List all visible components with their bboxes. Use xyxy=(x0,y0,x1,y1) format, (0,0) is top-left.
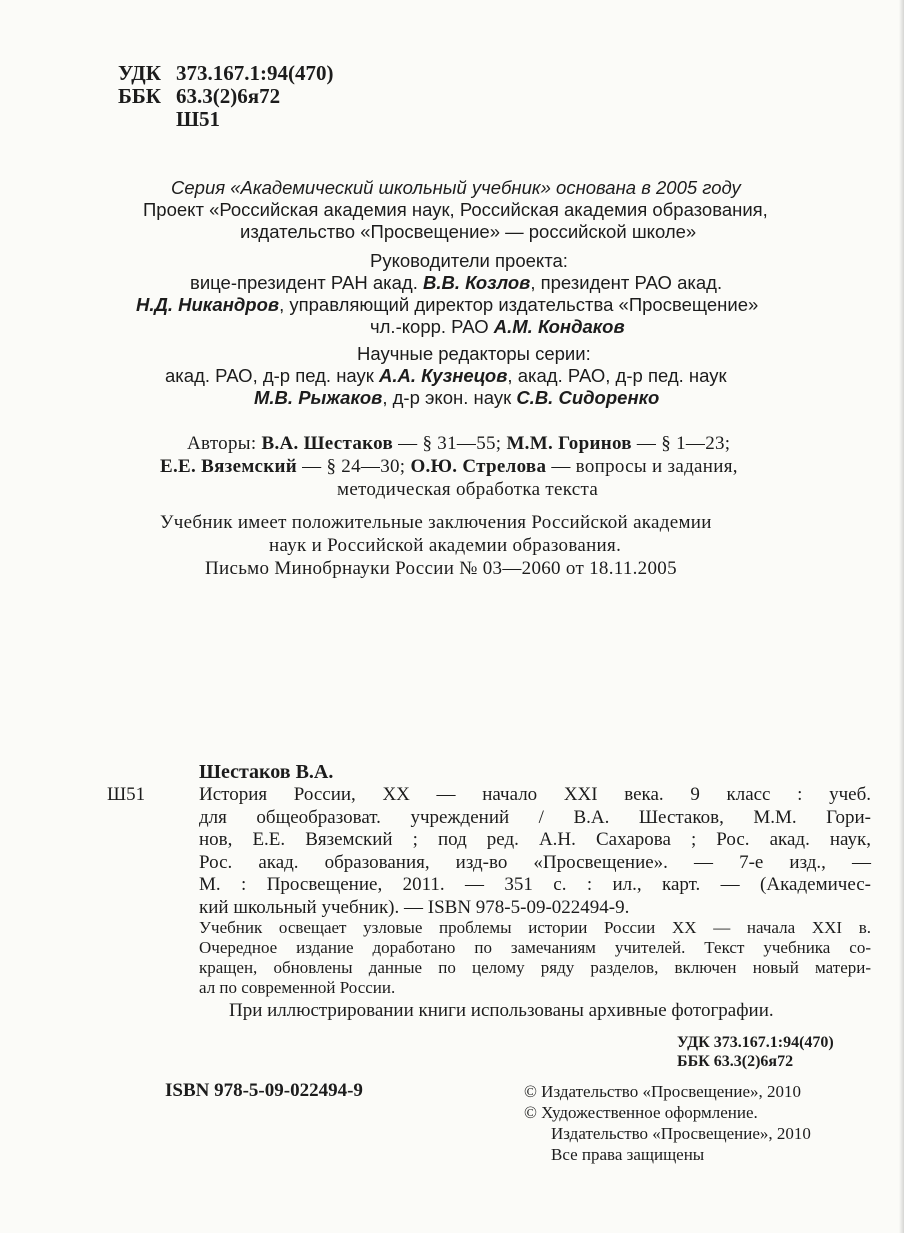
udk-label: УДК xyxy=(118,61,161,85)
leaders-text: , президент РАО акад. xyxy=(530,272,723,293)
leaders-line-3 xyxy=(370,316,625,338)
card-line: Рос. акад. образования, изд-во «Просвещение». — 7-е изд., — xyxy=(199,851,871,873)
author-mark: Ш51 xyxy=(176,107,221,131)
author-name: В.А. Шестаков xyxy=(261,433,394,454)
authors-line-1 xyxy=(187,432,730,455)
series-line-2: Проект «Российская академия наук, Российская академия образования, xyxy=(143,199,768,220)
editor-name: М.В. Рыжаков xyxy=(254,387,383,408)
leaders-text: чл.-корр. РАО xyxy=(370,316,489,337)
editors-text: , акад. РАО, д-р пед. наук xyxy=(507,365,727,386)
authors-text: Авторы: xyxy=(187,433,257,454)
annotation-line: ал по современной России. xyxy=(199,978,396,997)
card-line: для общеобразоват. учреждений / В.А. Шестаков, М.М. Гори- xyxy=(199,806,871,828)
authors-line-2 xyxy=(160,455,738,478)
leader-name: Н.Д. Никандров xyxy=(136,294,280,315)
authors-text: — § 24—30; xyxy=(302,456,406,477)
bbk-value: 63.3(2)6я72 xyxy=(176,84,281,108)
authors-text: — вопросы и задания, xyxy=(551,456,738,477)
card-line: нов, Е.Е. Вяземский ; под ред. А.Н. Сахарова ; Рос. акад. наук, xyxy=(199,829,871,850)
series-line-1: Серия «Академический школьный учебник» основана в 2005 году xyxy=(171,177,741,198)
card-description xyxy=(199,784,871,919)
approval-line-1: Учебник имеет положительные заключения Российской академии xyxy=(160,512,712,533)
page-edge-shadow xyxy=(899,0,904,1233)
copyright-line-1: © Издательство «Просвещение», 2010 xyxy=(524,1082,802,1101)
udk-value: 373.167.1:94(470) xyxy=(176,61,334,85)
leader-name: А.М. Кондаков xyxy=(493,316,625,337)
leaders-line-1 xyxy=(190,272,722,294)
editors-line-2 xyxy=(254,387,659,409)
card-line: История России, XX — начало XXI века. 9 класс : учеб. xyxy=(199,784,871,805)
card-mark: Ш51 xyxy=(107,784,146,805)
classification-codes xyxy=(118,62,333,131)
editor-name: А.А. Кузнецов xyxy=(379,365,508,386)
editors-text: , д-р экон. наук xyxy=(382,387,512,408)
author-name: О.Ю. Стрелова xyxy=(410,456,547,477)
editors-text: акад. РАО, д-р пед. наук xyxy=(165,365,374,386)
card-line: М. : Просвещение, 2011. — 351 с. : ил., карт. — (Академичес- xyxy=(199,874,871,895)
author-name: Е.Е. Вяземский xyxy=(160,456,298,477)
authors-text: — § 31—55; xyxy=(398,433,502,454)
isbn: ISBN 978-5-09-022494-9 xyxy=(165,1080,363,1101)
authors-text: — § 1—23; xyxy=(636,433,731,454)
editors-heading: Научные редакторы серии: xyxy=(357,343,591,364)
approval-line-2: наук и Российской академии образования. xyxy=(269,535,622,556)
leaders-text: , управляющий директор издательства «Просвещение» xyxy=(279,294,759,315)
leaders-line-2 xyxy=(136,294,758,316)
leaders-heading: Руководители проекта: xyxy=(370,250,568,271)
leaders-text: вице-президент РАН акад. xyxy=(190,272,418,293)
card-annotation xyxy=(199,918,871,998)
annotation-line: кращен, обновлены данные по целому ряду разделов, включен новый матери- xyxy=(199,958,871,977)
copyright-line-4: Все права защищены xyxy=(551,1145,705,1164)
card-bbk: ББК 63.3(2)6я72 xyxy=(677,1053,794,1070)
editors-line-1 xyxy=(165,365,727,387)
card-author: Шестаков В.А. xyxy=(199,761,334,783)
annotation-line: Учебник освещает узловые проблемы истории России XX — начала XXI в. xyxy=(199,918,871,937)
photo-note: При иллюстрировании книги использованы архивные фотографии. xyxy=(229,1000,774,1021)
copyright-line-3: Издательство «Просвещение», 2010 xyxy=(551,1124,811,1143)
card-udk: УДК 373.167.1:94(470) xyxy=(677,1034,834,1051)
card-line: кий школьный учебник). — ISBN 978-5-09-022494-9. xyxy=(199,896,630,918)
copyright-line-2: © Художественное оформление. xyxy=(524,1103,758,1122)
leader-name: В.В. Козлов xyxy=(423,272,531,293)
bbk-label: ББК xyxy=(118,84,161,108)
editor-name: С.В. Сидоренко xyxy=(516,387,660,408)
approval-line-3: Письмо Минобрнауки России № 03—2060 от 18.11.2005 xyxy=(205,558,677,579)
authors-line-3: методическая обработка текста xyxy=(337,479,599,500)
annotation-line: Очередное издание доработано по замечаниям учителей. Текст учебника со- xyxy=(199,938,871,957)
series-line-3: издательство «Просвещение» — российской школе» xyxy=(240,221,697,242)
author-name: М.М. Горинов xyxy=(506,433,632,454)
